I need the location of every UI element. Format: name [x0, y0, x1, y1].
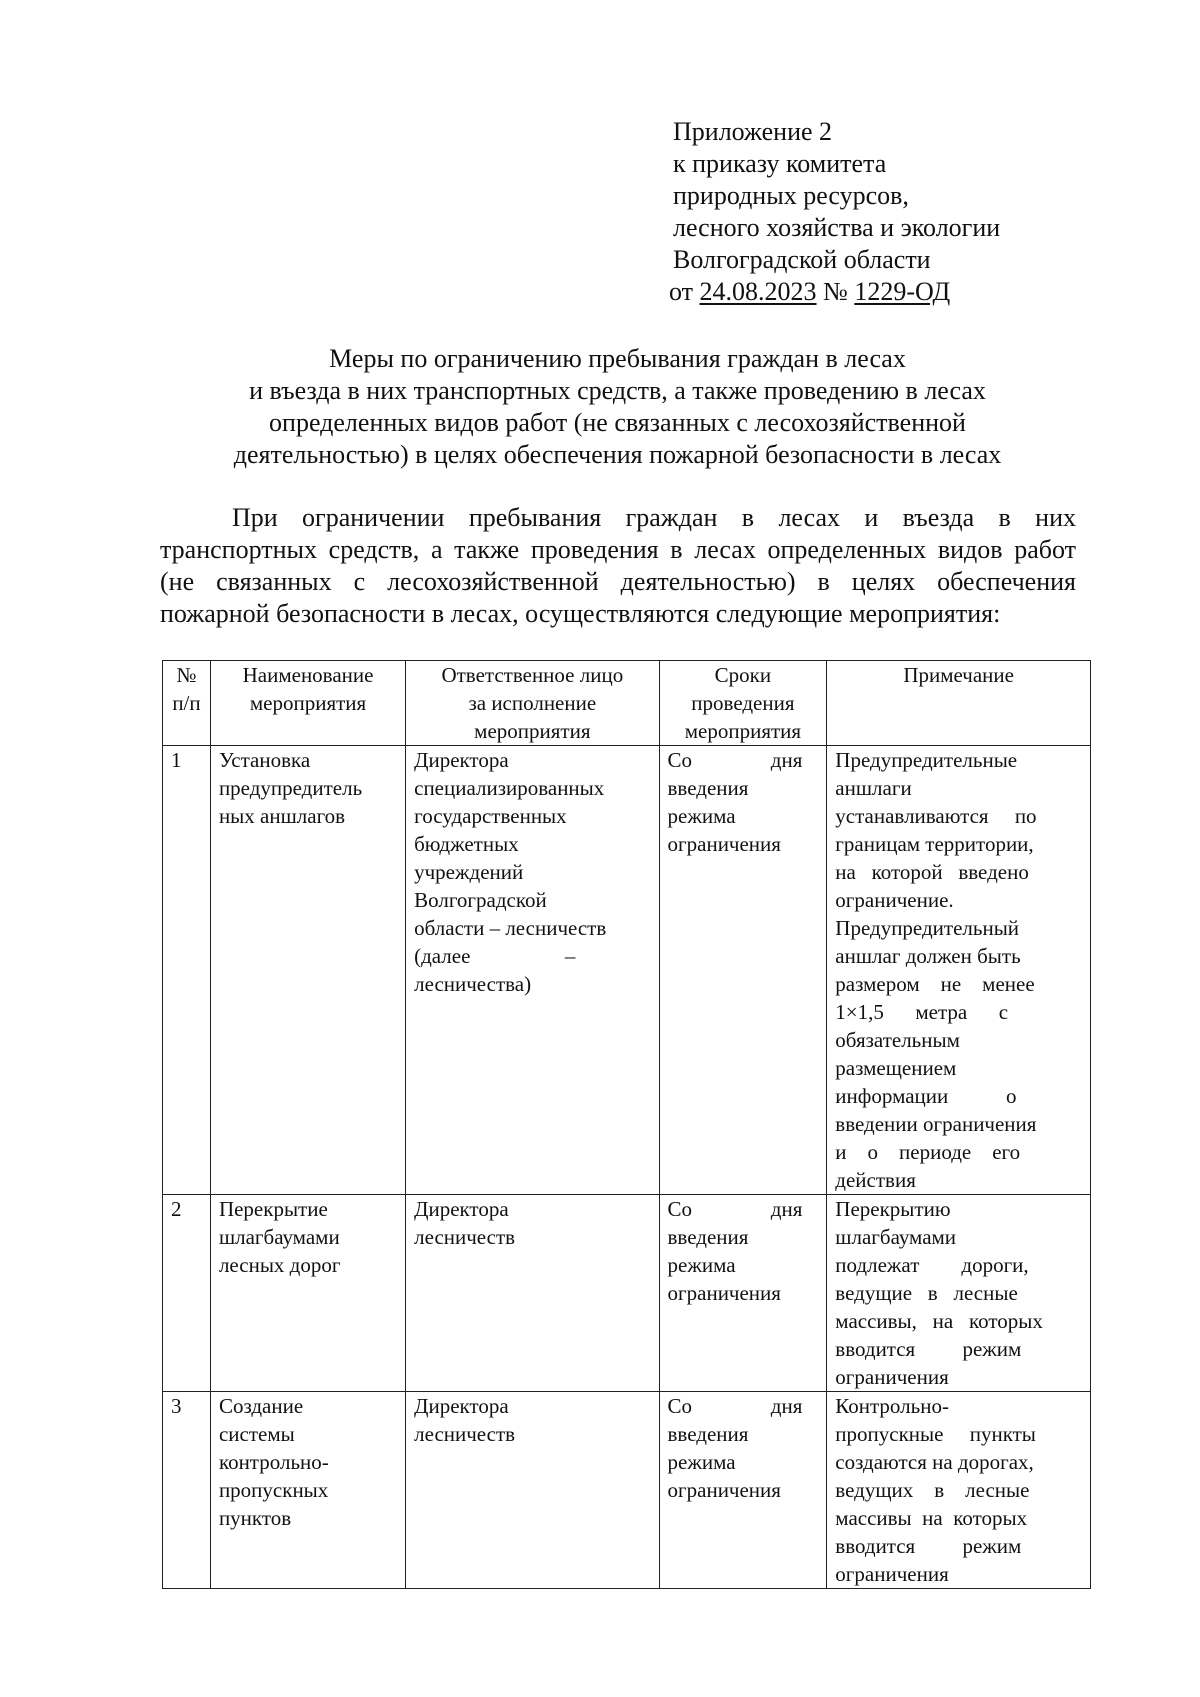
- row-num: 3: [163, 1392, 211, 1589]
- row-note: [827, 1195, 1091, 1392]
- cell-line: Перекрытие: [218, 1197, 328, 1221]
- appendix-line: Приложение 2: [673, 117, 833, 146]
- header-line: Наименование: [242, 663, 374, 687]
- cell-line: Со дня: [667, 1197, 803, 1221]
- cell-line: предупредитель: [218, 776, 363, 800]
- header-num: [163, 661, 211, 746]
- table-row: [163, 1195, 1091, 1392]
- cell-line: ограничения: [835, 1562, 949, 1586]
- cell-line: создаются на дорогах,: [835, 1450, 1034, 1474]
- row-terms: [659, 1195, 827, 1392]
- cell-line: режима: [667, 1253, 736, 1277]
- cell-line: размещением: [835, 1056, 957, 1080]
- cell-line: пропускные пункты: [835, 1422, 1036, 1446]
- header-line: мероприятия: [249, 691, 367, 715]
- order-prefix: от: [669, 277, 700, 306]
- intro-line: При ограничении пребывания граждан в лесах и въезда в них: [232, 503, 1076, 532]
- cell-line: аншлаг должен быть: [835, 944, 1021, 968]
- cell-line: специализированных: [414, 776, 605, 800]
- table-header-row: [163, 661, 1091, 746]
- header-note: [827, 661, 1091, 746]
- cell-line: вводится режим: [835, 1534, 1022, 1558]
- cell-line: пунктов: [218, 1506, 292, 1530]
- header-line: Примечание: [903, 663, 1014, 687]
- cell-line: ограничения: [667, 1281, 781, 1305]
- cell-line: введения: [667, 776, 749, 800]
- cell-line: Перекрытию: [835, 1197, 951, 1221]
- intro-paragraph: [160, 502, 1076, 630]
- cell-line: действия: [835, 1168, 916, 1192]
- cell-line: ведущие в лесные: [835, 1281, 1018, 1305]
- cell-line: массивы, на которых: [835, 1309, 1043, 1333]
- header-terms: [659, 661, 827, 746]
- header-line: проведения: [691, 691, 795, 715]
- appendix-line: лесного хозяйства и экологии: [673, 213, 1001, 242]
- cell-line: Директора: [414, 1394, 509, 1418]
- header-line: п/п: [172, 691, 201, 715]
- cell-line: аншлаги: [835, 776, 912, 800]
- header-name: [210, 661, 405, 746]
- cell-line: режима: [667, 1450, 736, 1474]
- cell-line: Контрольно-: [835, 1394, 949, 1418]
- cell-line: области – лесничеств: [414, 916, 607, 940]
- row-terms: [659, 746, 827, 1195]
- cell-line: Волгоградской: [414, 888, 547, 912]
- cell-line: ограничения: [667, 1478, 781, 1502]
- title-line: деятельностью) в целях обеспечения пожарной безопасности в лесах: [233, 440, 1002, 469]
- row-note: [827, 1392, 1091, 1589]
- table-row: [163, 746, 1091, 1195]
- cell-line: подлежат дороги,: [835, 1253, 1029, 1277]
- cell-line: лесничеств: [414, 1422, 516, 1446]
- cell-line: ограничение.: [835, 888, 954, 912]
- row-num: 2: [163, 1195, 211, 1392]
- row-responsible: [406, 1392, 659, 1589]
- row-responsible: [406, 746, 659, 1195]
- cell-line: лесничеств: [414, 1225, 516, 1249]
- row-name: [210, 1195, 405, 1392]
- row-name: [210, 1392, 405, 1589]
- cell-line: введении ограничения: [835, 1112, 1037, 1136]
- cell-line: лесных дорог: [218, 1253, 341, 1277]
- row-num: 1: [163, 746, 211, 1195]
- cell-line: системы: [218, 1422, 295, 1446]
- measures-table: [162, 660, 1091, 1589]
- order-reference: [669, 276, 1133, 308]
- intro-line: пожарной безопасности в лесах, осуществляются следующие мероприятия:: [160, 599, 1001, 628]
- cell-line: Со дня: [667, 748, 803, 772]
- cell-line: информации о: [835, 1084, 1017, 1108]
- intro-line: (не связанных с лесохозяйственной деятельностью) в целях обеспечения: [160, 567, 1076, 596]
- header-responsible: [406, 661, 659, 746]
- order-number-sign: №: [816, 277, 855, 306]
- intro-line: транспортных средств, а также проведения в лесах определенных видов работ: [160, 535, 1076, 564]
- cell-line: режима: [667, 804, 736, 828]
- order-number: 1229-ОД: [854, 277, 951, 306]
- header-line: мероприятия: [474, 719, 591, 743]
- row-responsible: [406, 1195, 659, 1392]
- cell-line: контрольно-: [218, 1450, 329, 1474]
- cell-line: границам территории,: [835, 832, 1034, 856]
- row-note: [827, 746, 1091, 1195]
- cell-line: Предупредительный: [835, 916, 1020, 940]
- row-name: [210, 746, 405, 1195]
- cell-line: лесничества): [414, 972, 532, 996]
- table-row: [163, 1392, 1091, 1589]
- cell-line: Директора: [414, 748, 509, 772]
- cell-line: пропускных: [218, 1478, 329, 1502]
- appendix-header: [669, 116, 1133, 308]
- cell-line: Создание: [218, 1394, 304, 1418]
- header-line: №: [176, 663, 197, 687]
- cell-line: шлагбаумами: [835, 1225, 957, 1249]
- header-line: мероприятия: [684, 719, 802, 743]
- cell-line: введения: [667, 1225, 749, 1249]
- title-line: Меры по ограничению пребывания граждан в лесах: [329, 344, 906, 373]
- cell-line: на которой введено: [835, 860, 1029, 884]
- cell-line: Установка: [218, 748, 311, 772]
- appendix-line: природных ресурсов,: [673, 181, 909, 210]
- cell-line: бюджетных: [414, 832, 519, 856]
- appendix-line: Волгоградской области: [673, 245, 931, 274]
- cell-line: (далее –: [414, 944, 576, 968]
- cell-line: Директора: [414, 1197, 509, 1221]
- header-line: Сроки: [714, 663, 772, 687]
- appendix-line: к приказу комитета: [673, 149, 887, 178]
- order-date: 24.08.2023: [699, 277, 817, 306]
- title-line: и въезда в них транспортных средств, а также проведению в лесах: [249, 376, 986, 405]
- cell-line: шлагбаумами: [218, 1225, 340, 1249]
- cell-line: и о периоде его: [835, 1140, 1021, 1164]
- header-line: за исполнение: [468, 691, 597, 715]
- cell-line: устанавливаются по: [835, 804, 1037, 828]
- cell-line: 1×1,5 метра с: [835, 1000, 1009, 1024]
- cell-line: массивы на которых: [835, 1506, 1028, 1530]
- title-line: определенных видов работ (не связанных с лесохозяйственной: [269, 408, 966, 437]
- cell-line: ограничения: [835, 1365, 949, 1389]
- cell-line: ведущих в лесные: [835, 1478, 1030, 1502]
- cell-line: Со дня: [667, 1394, 803, 1418]
- header-line: Ответственное лицо: [441, 663, 624, 687]
- cell-line: Предупредительные: [835, 748, 1018, 772]
- cell-line: ных аншлагов: [218, 804, 346, 828]
- cell-line: государственных: [414, 804, 567, 828]
- row-terms: [659, 1392, 827, 1589]
- cell-line: обязательным: [835, 1028, 960, 1052]
- document-title: [150, 343, 1085, 471]
- cell-line: учреждений: [414, 860, 524, 884]
- cell-line: вводится режим: [835, 1337, 1022, 1361]
- cell-line: размером не менее: [835, 972, 1035, 996]
- cell-line: введения: [667, 1422, 749, 1446]
- cell-line: ограничения: [667, 832, 781, 856]
